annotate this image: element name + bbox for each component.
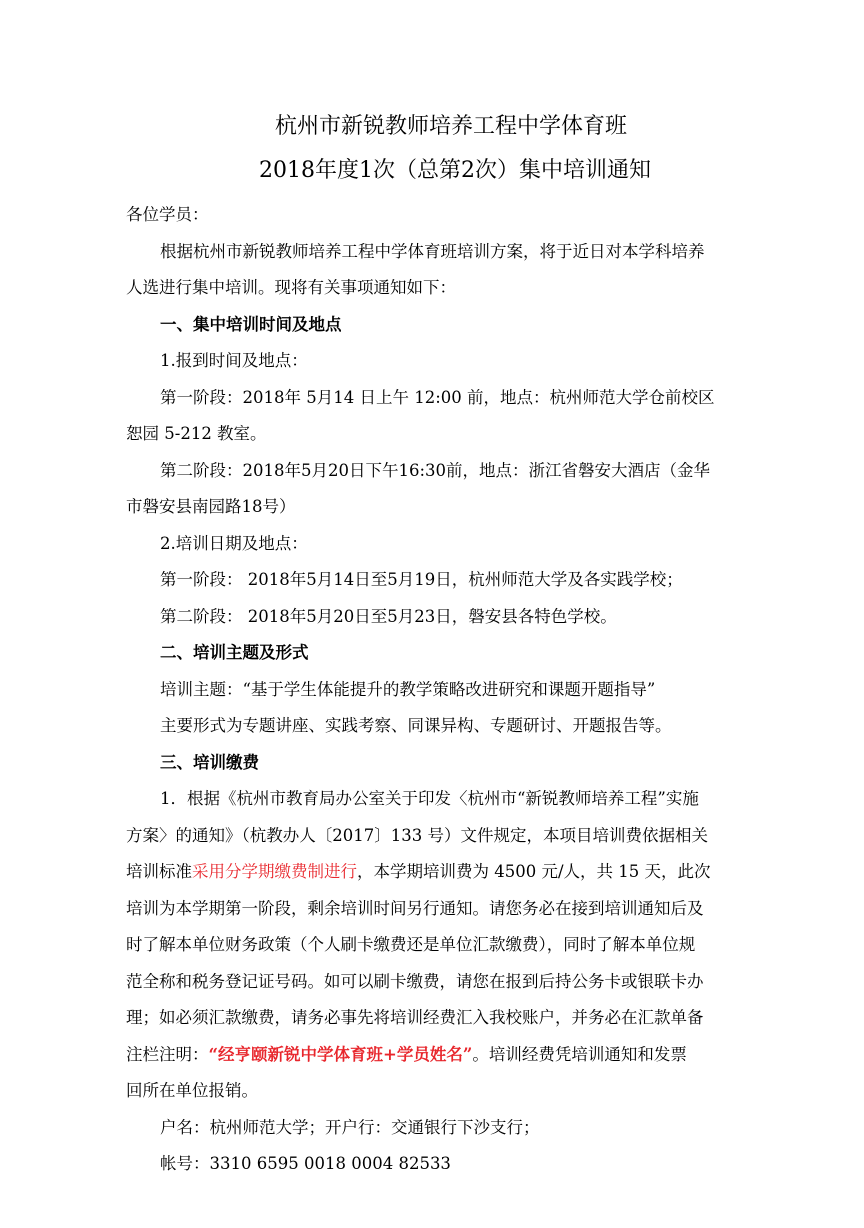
training-theme: 培训主题：“基于学生体能提升的教学策略改进研究和课题开题指导”	[160, 679, 656, 699]
salutation: 各位学员：	[126, 205, 209, 224]
document-body	[126, 197, 740, 1183]
section-heading-3: 三、培训缴费	[160, 752, 259, 772]
fee-text: 注栏注明：	[126, 1044, 209, 1064]
fee-paragraph-line4: 培训为本学期第一阶段，剩余培训时间另行通知。请您务必在接到培训通知后及	[126, 898, 704, 918]
fee-paragraph-line7: 理；如必须汇款缴费，请务必事先将培训经费汇入我校账户，并务必在汇款单备	[126, 1008, 704, 1027]
account-name: 户名：杭州师范大学；开户行：交通银行下沙支行；	[160, 1117, 540, 1137]
registration-stage2-line2: 市磐安县南园路18号）	[126, 497, 296, 516]
registration-stage1-line1: 第一阶段：2018年 5月14 日上午 12:00 前，地点：杭州师范大学仓前校区	[160, 387, 715, 407]
fee-paragraph-line1: 1．根据《杭州市教育局办公室关于印发〈杭州市“新锐教师培养工程”实施	[160, 789, 699, 808]
fee-paragraph-line6: 范全称和税务登记证号码。如可以刷卡缴费，请您在报到后持公务卡或银联卡办	[126, 971, 704, 991]
training-dates-stage1: 第一阶段： 2018年5月14日至5月19日，杭州师范大学及各实践学校；	[160, 570, 683, 589]
intro-line-1: 根据杭州市新锐教师培养工程中学体育班培训方案，将于近日对本学科培养	[160, 241, 705, 261]
account-number: 帐号：3310 6595 0018 0004 82533	[160, 1154, 451, 1173]
training-dates-title: 2.培训日期及地点：	[160, 533, 308, 553]
section-heading-1: 一、集中培训时间及地点	[160, 314, 342, 334]
fee-text: 培训标准	[126, 862, 192, 881]
registration-title: 1.报到时间及地点：	[160, 351, 308, 370]
registration-stage1-line2: 恕园 5-212 教室。	[126, 424, 267, 443]
document-subtitle: 2018年度1次（总第2次）集中培训通知	[259, 158, 651, 183]
fee-paragraph-line2: 方案〉的通知》（杭教办人〔2017〕133 号）文件规定，本项目培训费依据相关	[126, 825, 708, 845]
fee-text: 。培训经费凭培训通知和发票	[472, 1044, 687, 1064]
registration-stage2-line1: 第二阶段：2018年5月20日下午16:30前，地点：浙江省磐安大酒店（金华	[160, 460, 711, 480]
remittance-note-highlight: “经亨颐新锐中学体育班+学员姓名”	[208, 1044, 473, 1064]
fee-paragraph-line5: 时了解本单位财务政策（个人刷卡缴费还是单位汇款缴费），同时了解本单位规	[126, 935, 696, 954]
fee-paragraph-line9: 回所在单位报销。	[126, 1081, 258, 1100]
training-dates-stage2: 第二阶段： 2018年5月20日至5月23日，磐安县各特色学校。	[160, 606, 617, 626]
fee-highlight: 采用分学期缴费制进行	[192, 862, 357, 881]
fee-paragraph-line3	[126, 854, 740, 891]
training-forms: 主要形式为专题讲座、实践考察、同课异构、专题研讨、开题报告等。	[160, 716, 672, 735]
fee-paragraph-line8	[126, 1037, 740, 1074]
section-heading-2: 二、培训主题及形式	[160, 643, 309, 662]
fee-text: ，本学期培训费为 4500 元/人，共 15 天，此次	[357, 862, 711, 881]
document-title: 杭州市新锐教师培养工程中学体育班	[274, 114, 627, 139]
intro-line-2: 人选进行集中培训。现将有关事项通知如下：	[126, 278, 456, 297]
